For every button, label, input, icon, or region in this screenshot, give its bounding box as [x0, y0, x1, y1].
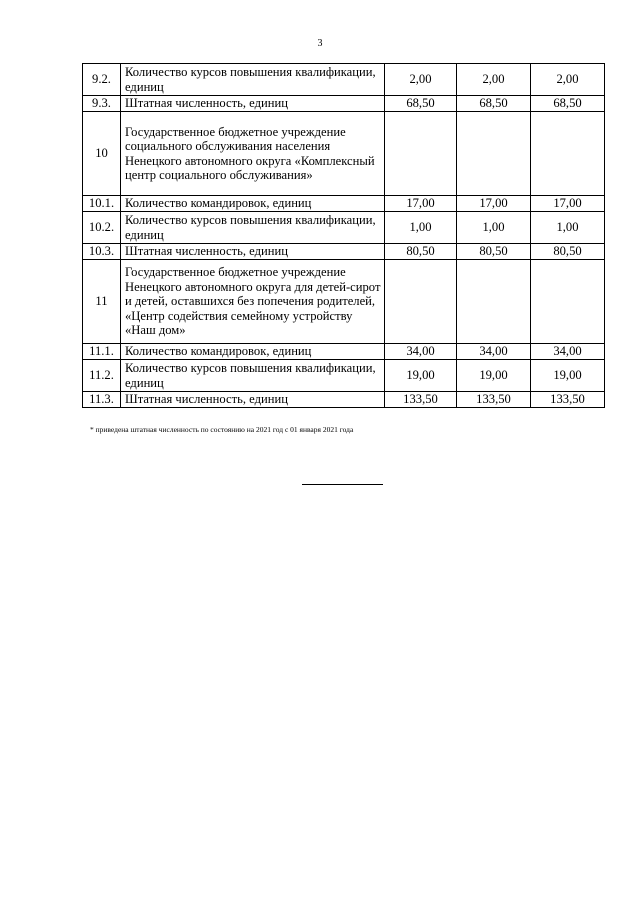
- table-row: [83, 344, 605, 360]
- row-name: Штатная численность, единиц: [121, 96, 385, 112]
- row-value-1: 80,50: [385, 244, 457, 260]
- row-value-2: 19,00: [457, 360, 531, 392]
- end-divider: [302, 484, 383, 485]
- row-value-3: 80,50: [531, 244, 605, 260]
- row-name: Государственное бюджетное учреждение Ненецкого автономного округа для детей-сирот и детей, оставшихся без попечения родителей, «Центр содействия семейному устройству «Наш дом»: [121, 260, 385, 344]
- row-value-1: 17,00: [385, 196, 457, 212]
- row-value-2: 34,00: [457, 344, 531, 360]
- row-name: Государственное бюджетное учреждение социального обслуживания населения Ненецкого автономного округа «Комплексный центр социального обслуживания»: [121, 112, 385, 196]
- row-value-1: 34,00: [385, 344, 457, 360]
- row-value-1: 1,00: [385, 212, 457, 244]
- row-number: 11.2.: [83, 360, 121, 392]
- row-name: Количество курсов повышения квалификации, единиц: [121, 360, 385, 392]
- row-value-3: 19,00: [531, 360, 605, 392]
- table-row: [83, 392, 605, 408]
- row-name: Количество командировок, единиц: [121, 344, 385, 360]
- footnote: * приведена штатная численность по состоянию на 2021 год с 01 января 2021 года: [90, 425, 354, 434]
- row-number: 10: [83, 112, 121, 196]
- row-number: 11: [83, 260, 121, 344]
- row-value-3: 2,00: [531, 64, 605, 96]
- row-name: Количество курсов повышения квалификации, единиц: [121, 64, 385, 96]
- row-value-2: 80,50: [457, 244, 531, 260]
- row-value-2: 2,00: [457, 64, 531, 96]
- row-number: 11.3.: [83, 392, 121, 408]
- row-value-1: 68,50: [385, 96, 457, 112]
- row-number: 11.1.: [83, 344, 121, 360]
- row-value-2: [457, 260, 531, 344]
- row-value-3: 17,00: [531, 196, 605, 212]
- row-name: Количество курсов повышения квалификации, единиц: [121, 212, 385, 244]
- row-value-3: 34,00: [531, 344, 605, 360]
- row-value-2: 17,00: [457, 196, 531, 212]
- table-row: [83, 360, 605, 392]
- row-value-1: [385, 260, 457, 344]
- row-value-1: 19,00: [385, 360, 457, 392]
- table-row: [83, 260, 605, 344]
- row-value-2: [457, 112, 531, 196]
- row-number: 10.3.: [83, 244, 121, 260]
- table-row: [83, 244, 605, 260]
- row-value-3: 68,50: [531, 96, 605, 112]
- data-table: [82, 63, 605, 408]
- row-value-2: 68,50: [457, 96, 531, 112]
- table-row: [83, 64, 605, 96]
- row-value-1: [385, 112, 457, 196]
- row-number: 9.2.: [83, 64, 121, 96]
- row-number: 9.3.: [83, 96, 121, 112]
- row-value-3: [531, 260, 605, 344]
- row-value-3: 1,00: [531, 212, 605, 244]
- row-value-3: [531, 112, 605, 196]
- row-name: Штатная численность, единиц: [121, 244, 385, 260]
- row-number: 10.2.: [83, 212, 121, 244]
- row-value-3: 133,50: [531, 392, 605, 408]
- row-number: 10.1.: [83, 196, 121, 212]
- page-number: 3: [317, 38, 323, 49]
- table-row: [83, 196, 605, 212]
- row-name: Штатная численность, единиц: [121, 392, 385, 408]
- table-row: [83, 112, 605, 196]
- row-name: Количество командировок, единиц: [121, 196, 385, 212]
- row-value-2: 1,00: [457, 212, 531, 244]
- table-row: [83, 96, 605, 112]
- table-row: [83, 212, 605, 244]
- row-value-1: 133,50: [385, 392, 457, 408]
- row-value-1: 2,00: [385, 64, 457, 96]
- row-value-2: 133,50: [457, 392, 531, 408]
